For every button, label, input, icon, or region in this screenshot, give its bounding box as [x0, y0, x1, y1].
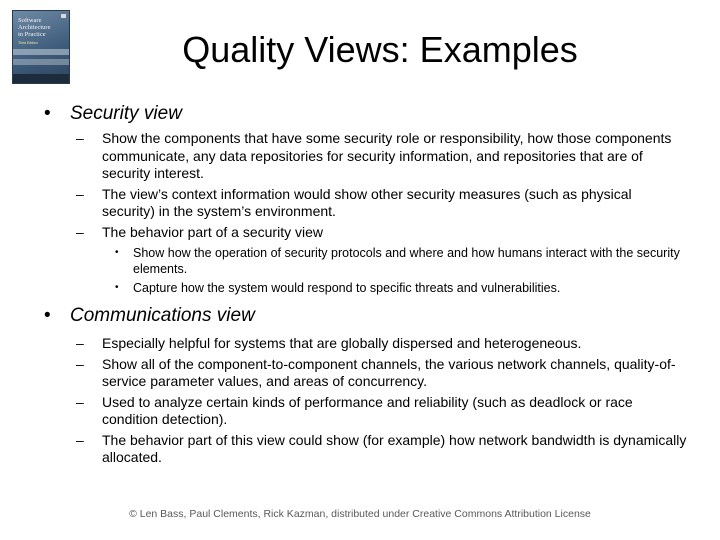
bullet-marker: • — [44, 103, 51, 124]
sub-list-item-text: Capture how the system would respond to specific threats and vulnerabilities. — [133, 281, 561, 295]
list-item — [76, 185, 688, 221]
bullet-marker: • — [115, 247, 119, 258]
dash-marker: – — [76, 130, 84, 146]
section-heading-text: Communications view — [70, 305, 255, 326]
sub-list-item — [115, 245, 693, 277]
copyright-footer: © Len Bass, Paul Clements, Rick Kazman, distributed under Creative Commons Attribution License — [129, 508, 591, 520]
dash-marker: – — [76, 185, 84, 202]
list-item — [76, 355, 688, 391]
sub-list-item — [115, 280, 693, 296]
dash-marker: – — [76, 223, 84, 240]
book-cover-edition: Third Edition — [18, 41, 38, 45]
bullet-marker: • — [115, 282, 119, 293]
list-item — [76, 431, 688, 467]
list-item-text: Show the components that have some security role or responsibility, how those components communicate, any data repositories for security information, and repositories that are of security interest. — [102, 130, 672, 181]
dash-marker: – — [76, 335, 84, 351]
slide-title: Quality Views: Examples — [182, 29, 578, 70]
dash-marker: – — [76, 355, 84, 372]
bullet-marker: • — [44, 305, 51, 326]
section-heading-communications — [44, 304, 700, 328]
book-cover-stripe — [13, 49, 69, 55]
book-cover-authors-band — [13, 74, 69, 83]
list-item-text: The behavior part of a security view — [102, 223, 323, 240]
section-heading-security — [44, 102, 700, 126]
list-item-text: The behavior part of this view could show (for example) how network bandwidth is dynamically allocated. — [102, 431, 687, 465]
book-cover-title: Software Architecture in Practice — [18, 17, 51, 38]
list-item-text: The view’s context information would show other security measures (such as physical security) in the system’s environment. — [102, 185, 632, 219]
slide-body — [0, 102, 720, 467]
list-item — [76, 130, 688, 183]
list-item — [76, 335, 688, 353]
list-item-text: Especially helpful for systems that are globally dispersed and heterogeneous. — [102, 335, 582, 351]
section-heading-text: Security view — [70, 103, 182, 124]
list-item-text: Used to analyze certain kinds of performance and reliability (such as deadlock or race condition detection). — [102, 393, 633, 427]
book-cover-icon — [12, 10, 70, 84]
list-item — [76, 223, 688, 242]
dash-marker: – — [76, 431, 84, 448]
dash-marker: – — [76, 393, 84, 410]
list-item-text: Show all of the component-to-component channels, the various network channels, quality-of-service parameter values, and areas of concurrency. — [102, 355, 676, 389]
list-item — [76, 393, 688, 429]
book-cover-stripe — [13, 59, 69, 65]
sub-list-item-text: Show how the operation of security protocols and where and how humans interact with the security elements. — [133, 246, 680, 276]
